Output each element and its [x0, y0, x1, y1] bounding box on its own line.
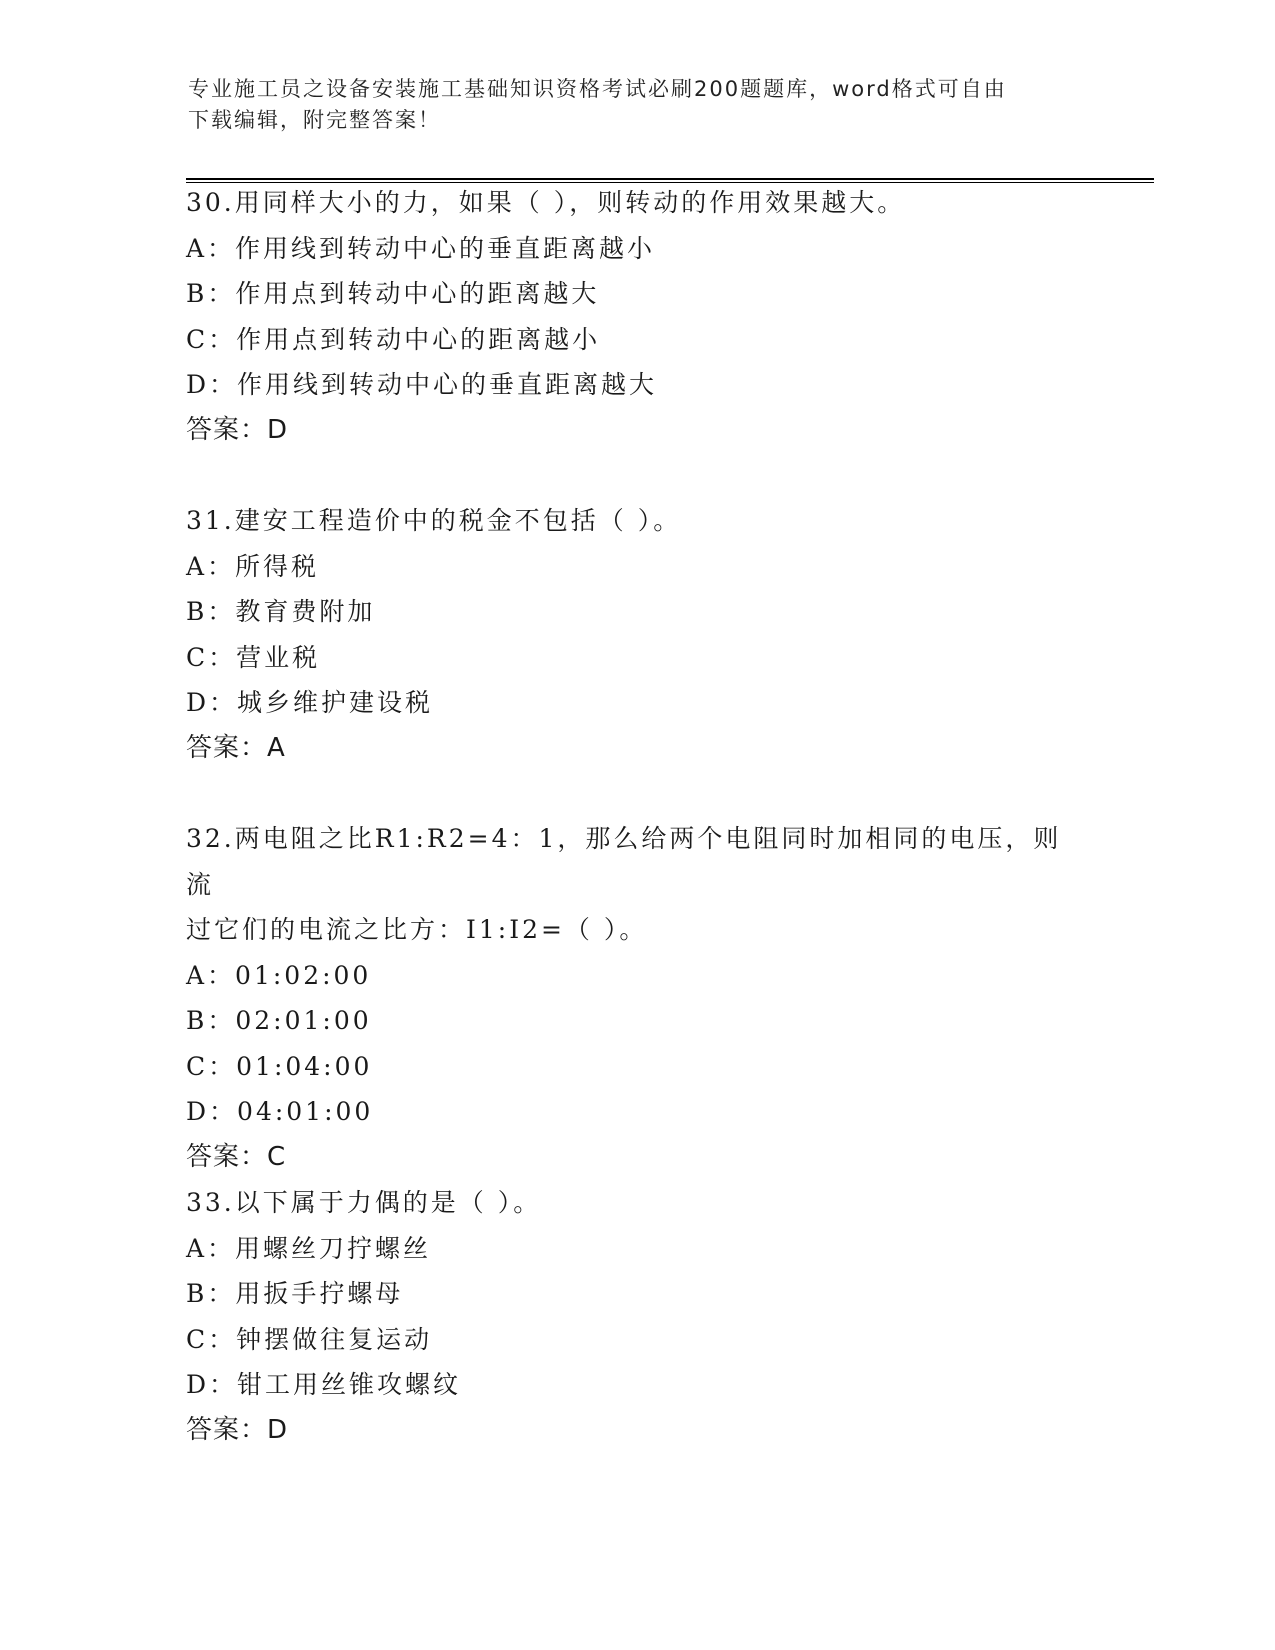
answer: 答案：D	[186, 414, 289, 445]
question-stem: 30.用同样大小的力，如果（ ），则转动的作用效果越大。	[186, 188, 906, 217]
option-a: A：所得税	[186, 551, 320, 581]
option-b: B：教育费附加	[186, 597, 376, 626]
option-b: B：作用点到转动中心的距离越大	[186, 279, 600, 308]
question-32	[186, 816, 1086, 1180]
option-c: C：营业税	[186, 642, 321, 672]
option-d: D：04:01:00	[186, 1097, 374, 1126]
question-30	[186, 180, 1086, 453]
header-line-1: 专业施工员之设备安装施工基础知识资格考试必刷200题题库，word格式可自由	[188, 77, 1007, 101]
question-stem: 32.两电阻之比R1:R2=4：1，那么给两个电阻同时加相同的电压，则流	[186, 824, 1062, 899]
answer: 答案：C	[186, 1141, 287, 1172]
question-31	[186, 498, 1086, 771]
document-header	[188, 74, 1068, 136]
option-c: C：作用点到转动中心的距离越小	[186, 324, 601, 354]
question-33	[186, 1180, 1086, 1453]
option-d: D：作用线到转动中心的垂直距离越大	[186, 370, 658, 399]
question-stem: 31.建安工程造价中的税金不包括（ ）。	[186, 506, 682, 535]
question-stem: 33.以下属于力偶的是（ ）。	[186, 1188, 542, 1217]
option-a: A：01:02:00	[186, 960, 372, 990]
option-b: B：用扳手拧螺母	[186, 1279, 404, 1308]
option-b: B：02:01:00	[186, 1006, 372, 1035]
option-a: A：用螺丝刀拧螺丝	[186, 1233, 432, 1263]
option-a: A：作用线到转动中心的垂直距离越小	[186, 233, 656, 263]
option-c: C：01:04:00	[186, 1051, 373, 1081]
option-d: D：城乡维护建设税	[186, 688, 434, 717]
option-d: D：钳工用丝锥攻螺纹	[186, 1370, 462, 1399]
header-line-2: 下载编辑，附完整答案！	[188, 108, 441, 132]
answer: 答案：A	[186, 732, 286, 763]
answer: 答案：D	[186, 1414, 289, 1445]
option-c: C：钟摆做往复运动	[186, 1324, 433, 1354]
question-stem-continued: 过它们的电流之比方：I1:I2=（ ）。	[186, 915, 648, 944]
